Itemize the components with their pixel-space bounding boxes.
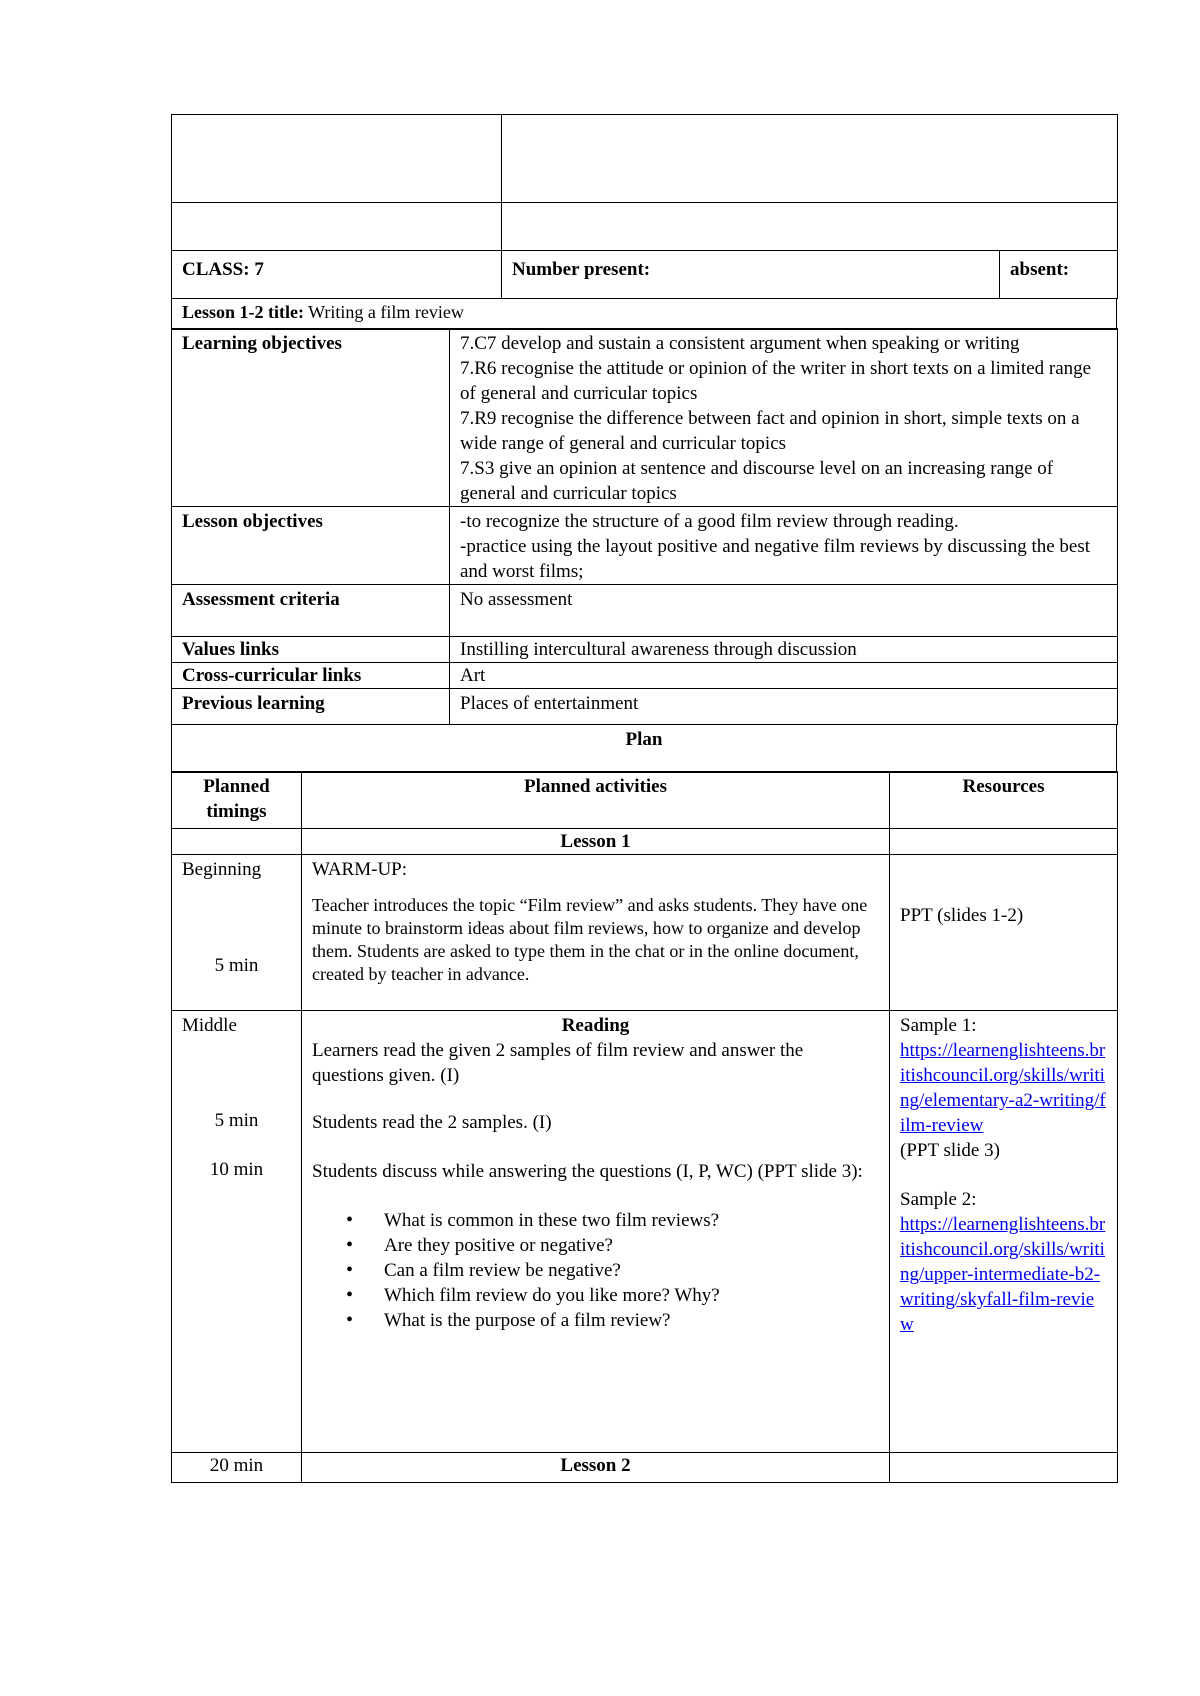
lesson-plan-document [171, 114, 1117, 1483]
cross-curricular-cell [450, 663, 1118, 689]
col-header-resources [890, 772, 1118, 829]
previous-learning-cell [450, 689, 1118, 725]
previous-learning-value: Places of entertainment [460, 693, 639, 714]
header-blank-cell [172, 115, 502, 203]
question-item: • Which film review do you like more? Why? [384, 1283, 879, 1308]
middle-time-1: 5 min [214, 1110, 259, 1131]
lesson1-resource-cell [890, 829, 1118, 855]
learning-objectives-label-cell [172, 329, 450, 507]
sample1-label: Sample 1: [900, 1015, 977, 1036]
present-cell [502, 251, 1000, 299]
values-cell [450, 637, 1118, 663]
header-blank-cell [502, 203, 1118, 251]
class-cell [172, 251, 502, 299]
reading-paragraph-3: Students discuss while answering the questions (I, P, WC) (PPT slide 3): [312, 1161, 863, 1182]
sample1-link[interactable]: https://learnenglishteens.britishcouncil.org/skills/writing/elementary-a2-writing/film-review [900, 1040, 1106, 1136]
sample2-label: Sample 2: [900, 1189, 977, 1210]
col-resources-label: Resources [962, 776, 1045, 797]
lesson-title-value: Writing a film review [303, 301, 464, 322]
middle-time-cell [172, 1011, 302, 1453]
reading-paragraph-1: Learners read the given 2 samples of film review and answer the questions given. (I) [312, 1040, 804, 1086]
previous-learning-label-cell [172, 689, 450, 725]
learning-objective-line: 7.R6 recognise the attitude or opinion of the writer in short texts on a limited range of general and curricular topics [460, 358, 1092, 404]
assessment-value: No assessment [460, 589, 573, 610]
assessment-cell [450, 585, 1118, 637]
lesson-objective-line: -to recognize the structure of a good film review through reading. [460, 511, 959, 532]
beginning-time: 5 min [214, 955, 259, 976]
col-header-timings [172, 772, 302, 829]
question-item: • What is common in these two film reviews? [384, 1208, 879, 1233]
learning-objective-line: 7.R9 recognise the difference between fact and opinion in short, simple texts on a wide range of general and curricular topics [460, 408, 1080, 454]
middle-stage: Middle [182, 1015, 237, 1036]
learning-objective-line: 7.S3 give an opinion at sentence and discourse level on an increasing range of general and curricular topics [460, 458, 1054, 504]
warm-up-heading: WARM-UP: [312, 859, 408, 880]
header-blank-cell [502, 115, 1118, 203]
header-table [171, 114, 1118, 299]
beginning-stage: Beginning [182, 859, 262, 880]
lesson-objectives-label-cell [172, 507, 450, 585]
beginning-time-cell [172, 855, 302, 1011]
question-item: • Are they positive or negative? [384, 1233, 879, 1258]
absent-label: absent: [1010, 259, 1070, 280]
plan-title-table [171, 724, 1117, 773]
col-header-activities [302, 772, 890, 829]
col-activities-label: Planned activities [523, 776, 668, 797]
lesson-objectives-cell [450, 507, 1118, 585]
warm-up-text: Teacher introduces the topic “Film review” and asks students. They have one minute to brainstorm ideas about film reviews, how to organize and develop them. Students are asked to type them in the chat or in the online document, created by teacher in advance. [312, 895, 868, 984]
plan-table [171, 771, 1118, 1483]
plan-title: Plan [625, 728, 663, 750]
question-item: • Can a film review be negative? [384, 1258, 879, 1283]
assessment-label: Assessment criteria [182, 589, 340, 610]
learning-objectives-cell [450, 329, 1118, 507]
learning-objective-line: 7.C7 develop and sustain a consistent argument when speaking or writing [460, 333, 1020, 354]
question-item: • What is the purpose of a film review? [384, 1308, 879, 1333]
values-label-cell [172, 637, 450, 663]
lesson2-time: 20 min [209, 1455, 264, 1476]
lesson-objective-line: -practice using the layout positive and negative film reviews by discussing the best and worst films; [460, 536, 1091, 582]
question-list [312, 1208, 879, 1333]
middle-resource-cell [890, 1011, 1118, 1453]
middle-time-2: 10 min [209, 1159, 264, 1180]
reading-heading: Reading [561, 1015, 630, 1036]
sample2-link[interactable]: https://learnenglishteens.britishcouncil.org/skills/writing/upper-intermediate-b2-writing/skyfall-film-review [900, 1214, 1106, 1335]
assessment-label-cell [172, 585, 450, 637]
col-timings-label: Planned timings [203, 776, 270, 822]
cross-curricular-label-cell [172, 663, 450, 689]
lesson-title-table [171, 298, 1117, 330]
cross-curricular-value: Art [460, 665, 486, 686]
reading-paragraph-2: Students read the 2 samples. (I) [312, 1112, 552, 1133]
values-value: Instilling intercultural awareness through discussion [460, 639, 857, 660]
middle-activity-cell [302, 1011, 890, 1453]
header-blank-cell [172, 203, 502, 251]
beginning-resource: PPT (slides 1-2) [900, 905, 1024, 926]
beginning-resource-cell [890, 855, 1118, 1011]
lesson2-cell [302, 1453, 890, 1483]
values-label: Values links [182, 639, 279, 660]
plan-title-cell [172, 724, 1117, 772]
present-label: Number present: [512, 259, 651, 280]
previous-learning-label: Previous learning [182, 693, 325, 714]
lesson-title-cell [172, 298, 1117, 329]
lesson1-label: Lesson 1 [560, 831, 631, 852]
lesson-title-label: Lesson 1-2 title: [182, 301, 304, 322]
beginning-activity-cell [302, 855, 890, 1011]
lesson1-time-cell [172, 829, 302, 855]
lesson2-time-cell [172, 1453, 302, 1483]
class-label: CLASS: 7 [182, 259, 264, 280]
objectives-table [171, 328, 1118, 725]
lesson1-cell [302, 829, 890, 855]
learning-objectives-label: Learning objectives [182, 333, 342, 354]
lesson2-resource-cell [890, 1453, 1118, 1483]
absent-cell [1000, 251, 1118, 299]
cross-curricular-label: Cross-curricular links [182, 665, 362, 686]
sample1-slide: (PPT slide 3) [900, 1140, 1000, 1161]
lesson-objectives-label: Lesson objectives [182, 511, 323, 532]
lesson2-label: Lesson 2 [560, 1455, 631, 1476]
